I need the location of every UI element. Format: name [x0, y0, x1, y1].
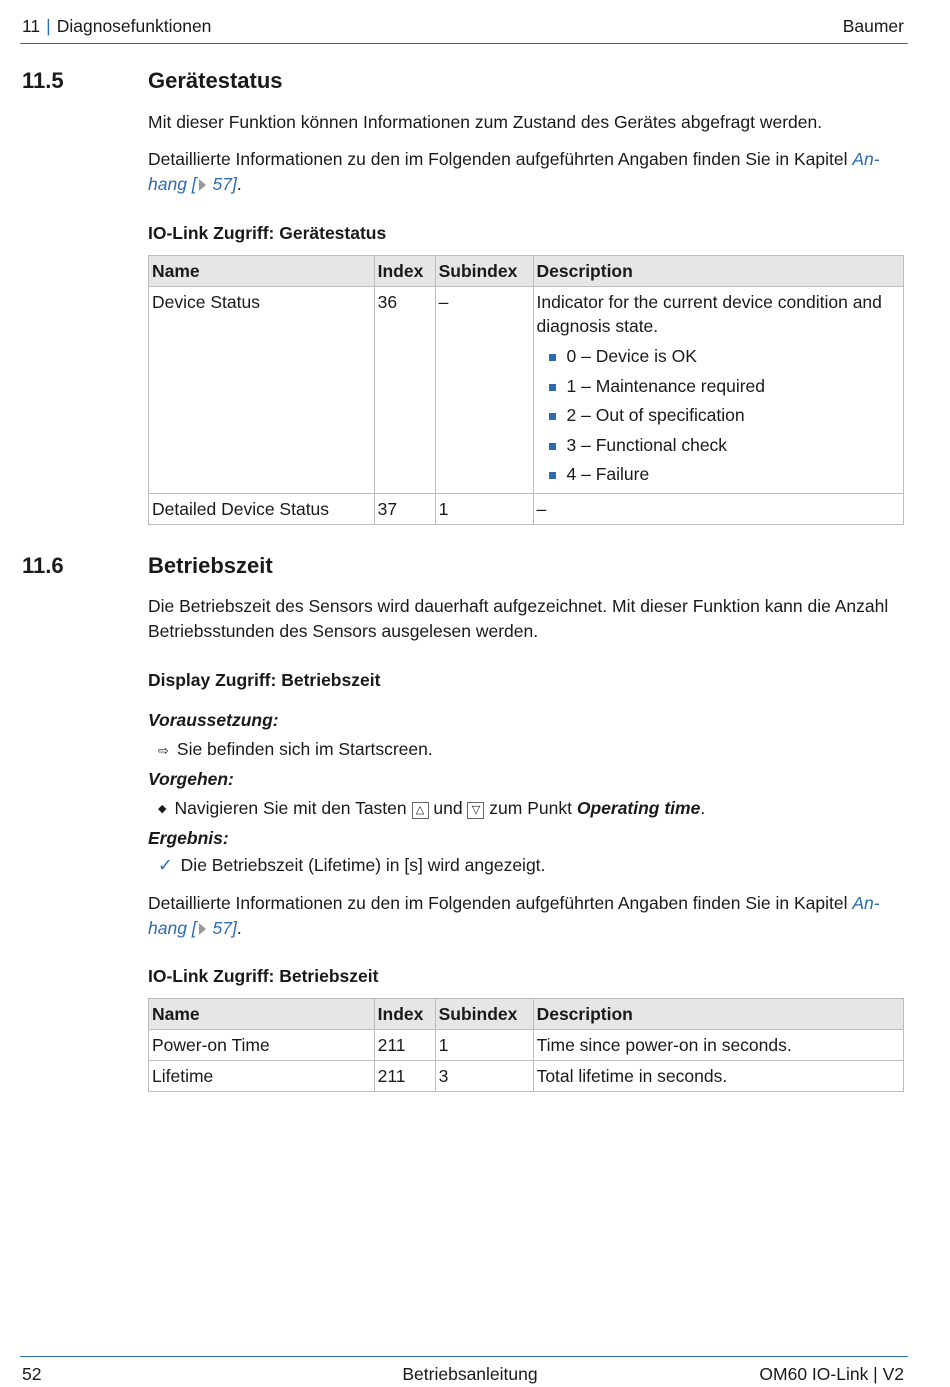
cell-name: Device Status — [149, 287, 375, 494]
cell-name: Lifetime — [149, 1061, 375, 1092]
reference-text: Detaillierte Informationen zu den im Folgenden aufgeführten Angaben finden Sie in Kapitel — [148, 149, 853, 169]
header-cell: Subindex — [435, 256, 533, 287]
down-key-icon: ▽ — [467, 802, 484, 819]
display-access-title: Display Zugriff: Betriebszeit — [148, 670, 381, 690]
prerequisite-step: ⇨ Sie befinden sich im Startscreen. — [158, 739, 433, 759]
cell-subindex: – — [435, 287, 533, 494]
reference-paragraph: Detaillierte Informationen zu den im Folgenden aufgeführten Angaben finden Sie in Kapitel An- hang [ 57]. — [148, 149, 880, 194]
section-intro: Die Betriebszeit des Sensors wird dauerhaft aufgezeichnet. Mit dieser Funktion kann die Anzahl Betriebsstunden des Sensors ausgelesen werden. — [148, 596, 889, 641]
cell-index: 37 — [374, 493, 435, 524]
section-title: Betriebszeit — [148, 553, 273, 578]
header-cell: Index — [374, 999, 435, 1030]
chapter-title: Diagnosefunktionen — [56, 16, 212, 36]
procedure-step: ◆ Navigieren Sie mit den Tasten △ und ▽ zum Punkt Operating time. — [158, 798, 706, 818]
diamond-bullet-icon: ◆ — [158, 803, 167, 815]
document-type: Betriebsanleitung — [402, 1364, 538, 1384]
page-number: 52 — [22, 1364, 42, 1384]
cell-name: Detailed Device Status — [149, 493, 375, 524]
cell-index: 36 — [374, 287, 435, 494]
section-number: 11.6 — [22, 553, 64, 578]
prerequisite-label: Voraussetzung: — [148, 710, 279, 730]
list-item: 4 – Failure — [537, 460, 900, 490]
cell-subindex: 3 — [435, 1061, 533, 1092]
geraetestatus-table — [148, 255, 904, 525]
cell-description: Total lifetime in seconds. — [533, 1061, 903, 1092]
page-arrow-icon — [199, 179, 206, 191]
header-cell: Description — [533, 256, 903, 287]
cell-subindex: 1 — [435, 493, 533, 524]
header-chapter — [22, 16, 211, 37]
table-title: IO-Link Zugriff: Gerätestatus — [148, 223, 387, 243]
header-separator: | — [46, 16, 51, 36]
page-header — [20, 14, 908, 44]
up-key-icon: △ — [412, 802, 429, 819]
result-step: ✓ Die Betriebszeit (Lifetime) in [s] wird angezeigt. — [158, 855, 546, 875]
header-cell: Description — [533, 999, 903, 1030]
table-header-row — [149, 256, 904, 287]
section-intro: Mit dieser Funktion können Informationen zum Zustand des Gerätes abgefragt werden. — [148, 112, 823, 132]
arrow-right-icon: ⇨ — [158, 743, 169, 758]
reference-paragraph: Detaillierte Informationen zu den im Folgenden aufgeführten Angaben finden Sie in Kapitel An- hang [ 57]. — [148, 893, 880, 938]
procedure-label: Vorgehen: — [148, 769, 234, 789]
header-cell: Name — [149, 999, 375, 1030]
list-item: 3 – Functional check — [537, 431, 900, 461]
cell-subindex: 1 — [435, 1030, 533, 1061]
page-footer — [20, 1356, 908, 1387]
list-item: 2 – Out of specification — [537, 401, 900, 431]
chapter-number: 11 — [22, 16, 41, 36]
reference-text: Detaillierte Informationen zu den im Folgenden aufgeführten Angaben finden Sie in Kapitel — [148, 893, 853, 913]
header-cell: Index — [374, 256, 435, 287]
header-cell: Subindex — [435, 999, 533, 1030]
betriebszeit-table — [148, 998, 904, 1092]
description-text: Indicator for the current device condition and diagnosis state. — [536, 292, 882, 336]
cell-description: Time since power-on in seconds. — [533, 1030, 903, 1061]
table-row — [149, 287, 904, 494]
section-number: 11.5 — [22, 68, 64, 93]
cell-name: Power-on Time — [149, 1030, 375, 1061]
table-row — [149, 1061, 904, 1092]
list-item: 1 – Maintenance required — [537, 372, 900, 402]
appendix-link[interactable]: An- hang [ 57] — [148, 893, 880, 938]
cell-description: – — [533, 493, 903, 524]
checkmark-icon: ✓ — [158, 855, 173, 875]
table-header-row — [149, 999, 904, 1030]
page-arrow-icon — [199, 923, 206, 935]
appendix-link[interactable]: An- hang [ 57] — [148, 149, 880, 194]
result-label: Ergebnis: — [148, 828, 229, 848]
cell-description — [533, 287, 903, 494]
section-title: Gerätestatus — [148, 68, 283, 93]
cell-index: 211 — [374, 1030, 435, 1061]
product-version: OM60 IO-Link | V2 — [759, 1364, 904, 1384]
table-title: IO-Link Zugriff: Betriebszeit — [148, 966, 379, 986]
list-item: 0 – Device is OK — [537, 342, 900, 372]
header-cell: Name — [149, 256, 375, 287]
status-list — [537, 342, 900, 490]
cell-index: 211 — [374, 1061, 435, 1092]
table-row — [149, 493, 904, 524]
header-brand: Baumer — [842, 16, 904, 36]
table-row — [149, 1030, 904, 1061]
